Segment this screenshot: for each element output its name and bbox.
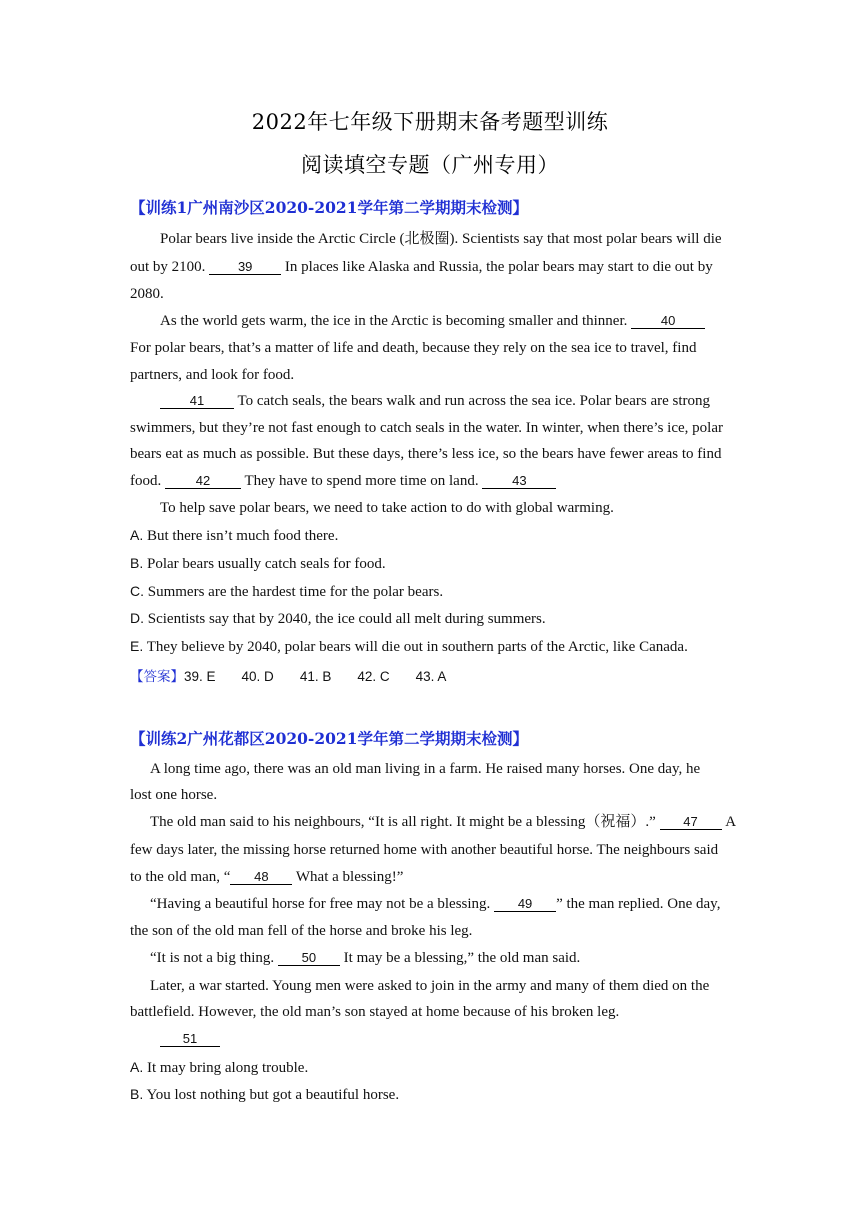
page-subtitle: 阅读填空专题（广州专用）	[301, 153, 559, 177]
s1-option-a	[130, 525, 734, 546]
blank-40: 40	[631, 313, 705, 329]
blank-39: 39	[209, 259, 281, 275]
answer-item: 42. C	[357, 669, 390, 684]
option-label: D.	[130, 610, 144, 626]
s2-paragraph-5-line-2: battlefield. However, the old man’s son stayed at home because of his broken leg.	[130, 1004, 620, 1020]
text-span: food.	[130, 473, 162, 489]
option-label: E.	[130, 638, 144, 654]
s1-answer-key	[130, 665, 472, 685]
option-label: B.	[130, 555, 144, 571]
option-label: B.	[130, 1086, 144, 1102]
text-span: As the world gets warm, the ice in the Arctic is becoming smaller and thinner.	[160, 313, 628, 329]
s2-blank-51-line	[160, 1029, 764, 1049]
blank-49: 49	[494, 896, 556, 912]
text-span: The old man said to his neighbours, “It is all right. It might be a blessing（祝福）.”	[150, 814, 656, 830]
section-2-heading: 【训练2广州花都区2020-2021学年第二学期期末检测】	[130, 729, 528, 748]
s1-paragraph-2-line-2: For polar bears, that’s a matter of life and death, because they rely on the sea ice to travel, find	[130, 340, 697, 356]
text-span: A	[725, 814, 737, 830]
option-text: Summers are the hardest time for the polar bears.	[147, 584, 444, 600]
s1-paragraph-1-line-1: Polar bears live inside the Arctic Circle (北极圈). Scientists say that most polar bears will die	[160, 231, 722, 247]
option-text: You lost nothing but got a beautiful horse.	[146, 1087, 400, 1103]
text-span: “Having a beautiful horse for free may not be a blessing.	[150, 896, 491, 912]
s1-option-d	[130, 608, 734, 629]
text-span: It may be a blessing,” the old man said.	[343, 950, 581, 966]
blank-50: 50	[278, 950, 340, 966]
text-span: ” the man replied. One day,	[556, 896, 721, 912]
s1-paragraph-2-line-3: partners, and look for food.	[130, 367, 295, 383]
text-span: out by 2100.	[130, 259, 206, 275]
answer-item: 43. A	[415, 669, 447, 684]
s1-option-e	[130, 636, 734, 657]
blank-41: 41	[160, 393, 234, 409]
s1-paragraph-1-line-3: 2080.	[130, 286, 164, 302]
s1-paragraph-3-line-2: swimmers, but they’re not fast enough to catch seals in the water. In winter, when there’s ice, polar	[130, 420, 723, 436]
s2-paragraph-5-line-1: Later, a war started. Young men were asked to join in the army and many of them died on the	[150, 978, 710, 994]
page-title: 2022年七年级下册期末备考题型训练	[251, 110, 609, 134]
s1-paragraph-1-line-2	[130, 257, 734, 277]
blank-51: 51	[160, 1031, 220, 1047]
s1-paragraph-4: To help save polar bears, we need to take action to do with global warming.	[160, 500, 614, 516]
option-label: C.	[130, 583, 144, 599]
s2-option-b	[130, 1084, 734, 1105]
option-label: A.	[130, 1059, 144, 1075]
s1-paragraph-3-line-4	[130, 471, 734, 491]
option-text: Polar bears usually catch seals for food.	[146, 556, 386, 572]
s1-paragraph-2-line-1	[160, 311, 734, 331]
s1-paragraph-3-line-3: bears eat as much as possible. But these days, there’s less ice, so the bears have fewer areas to find	[130, 446, 722, 462]
blank-47: 47	[660, 814, 722, 830]
s2-paragraph-3-line-2: the son of the old man fell of the horse and broke his leg.	[130, 923, 473, 939]
option-text: It may bring along trouble.	[146, 1060, 309, 1076]
blank-48: 48	[230, 869, 292, 885]
answer-item: 40. D	[241, 669, 274, 684]
option-text: They believe by 2040, polar bears will die out in southern parts of the Arctic, like Canada.	[146, 639, 688, 655]
s1-option-b	[130, 553, 734, 574]
s1-option-c	[130, 581, 734, 602]
blank-42: 42	[165, 473, 241, 489]
s2-option-a	[130, 1057, 734, 1078]
option-label: A.	[130, 527, 144, 543]
text-span: to the old man, “	[130, 869, 231, 885]
blank-43: 43	[482, 473, 556, 489]
option-text: But there isn’t much food there.	[146, 528, 339, 544]
text-span: They have to spend more time on land.	[244, 473, 479, 489]
s2-paragraph-2-line-3	[130, 867, 734, 887]
section-1-heading: 【训练1广州南沙区2020-2021学年第二学期期末检测】	[130, 198, 528, 217]
answer-item: 39. E	[184, 669, 216, 684]
s2-paragraph-4	[150, 948, 734, 968]
s2-paragraph-1-line-2: lost one horse.	[130, 787, 218, 803]
s1-paragraph-3-line-1	[160, 391, 734, 411]
s2-paragraph-3-line-1	[150, 894, 734, 914]
s2-paragraph-1-line-1: A long time ago, there was an old man living in a farm. He raised many horses. One day, he	[150, 761, 701, 777]
text-span: What a blessing!”	[295, 869, 404, 885]
text-span: In places like Alaska and Russia, the polar bears may start to die out by	[284, 259, 713, 275]
text-span: “It is not a big thing.	[150, 950, 275, 966]
text-span: To catch seals, the bears walk and run across the sea ice. Polar bears are strong	[237, 393, 710, 409]
s2-paragraph-2-line-2: few days later, the missing horse returned home with another beautiful horse. The neighbours said	[130, 842, 719, 858]
option-text: Scientists say that by 2040, the ice could all melt during summers.	[147, 611, 546, 627]
s2-paragraph-2-line-1	[150, 812, 737, 832]
answer-item: 41. B	[299, 669, 332, 684]
answer-tag: 【答案】	[130, 669, 184, 685]
